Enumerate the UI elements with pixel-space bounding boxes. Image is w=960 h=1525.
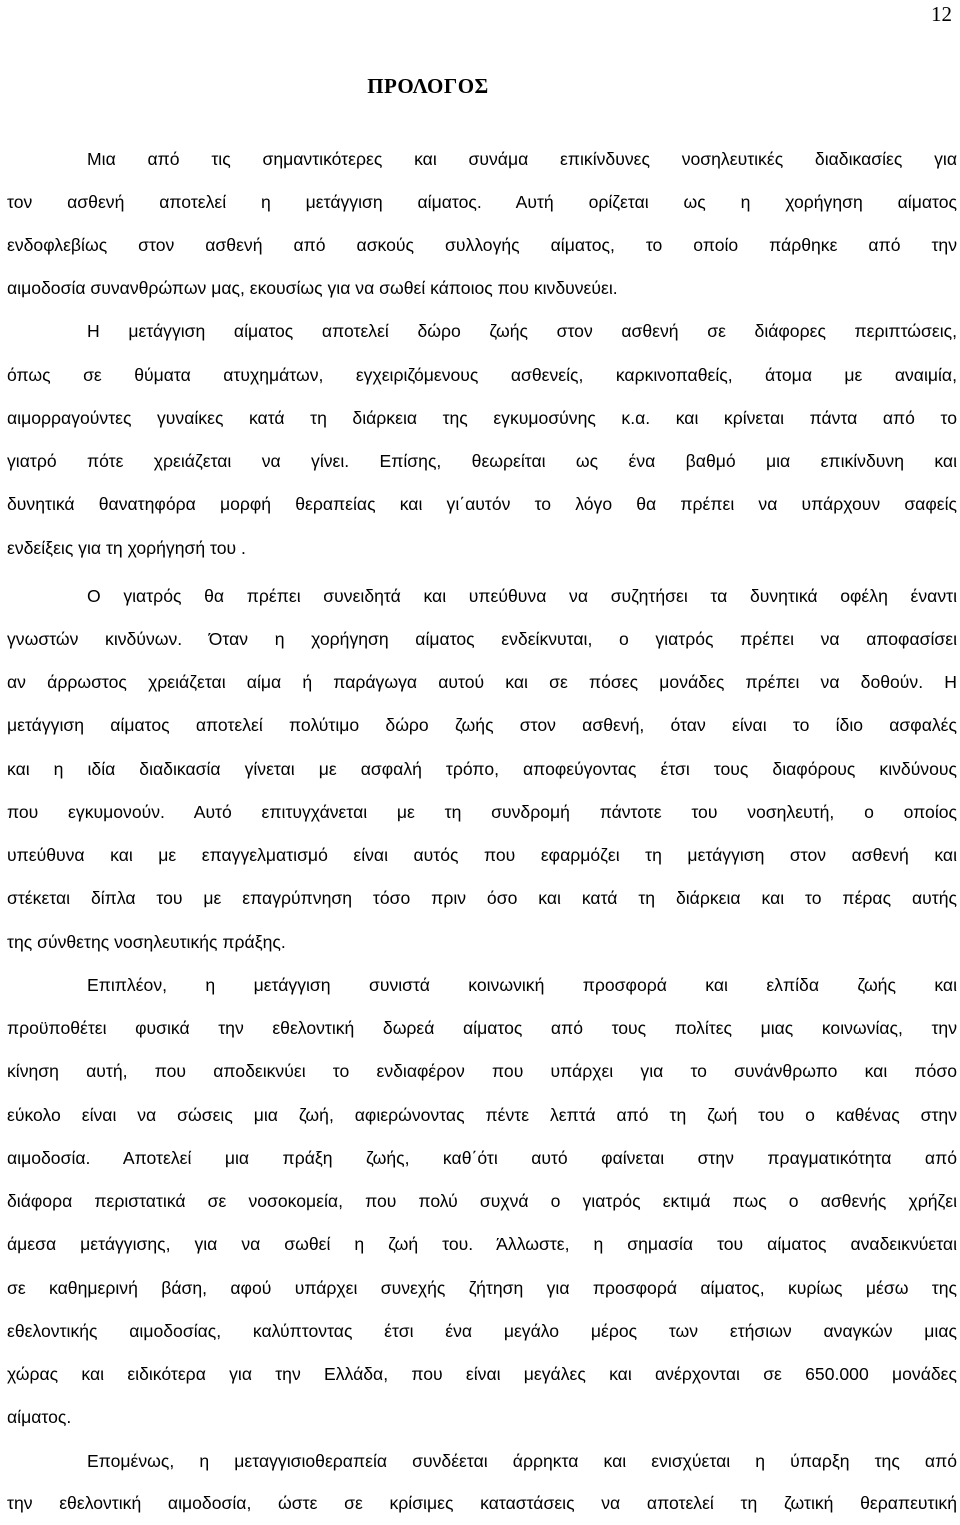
text-line: Επιπλέον, η μετάγγιση συνιστά κοινωνική προσφορά και ελπίδα ζωής και xyxy=(87,975,957,995)
text-line: εθελοντικής αιμοδοσίας, καλύπτοντας έτσι ένα μεγάλο μέρος των ετήσιων αναγκών μιας xyxy=(7,1321,957,1341)
text-line: γνωστών κινδύνων. Όταν η χορήγηση αίματος ενδείκνυται, ο γιατρός πρέπει να αποφασίσει xyxy=(7,629,957,649)
text-line: αιμοδοσία. Αποτελεί μια πράξη ζωής, καθ΄ότι αυτό φαίνεται στην πραγματικότητα από xyxy=(7,1148,957,1168)
text-line: και η ιδία διαδικασία γίνεται με ασφαλή τρόπο, αποφεύγοντας έτσι τους διαφόρους κινδύνους xyxy=(7,759,957,779)
text-line: τον ασθενή αποτελεί η μετάγγιση αίματος. Αυτή ορίζεται ως η χορήγηση αίματος xyxy=(7,192,957,212)
text-line: την εθελοντική αιμοδοσία, ώστε σε κρίσιμες καταστάσεις να αποτελεί τη ζωτική θεραπευτική xyxy=(7,1493,957,1513)
text-line: της σύνθετης νοσηλευτικής πράξης. xyxy=(7,932,286,952)
text-line: δυνητικά θανατηφόρα μορφή θεραπείας και γι΄αυτόν το λόγο θα πρέπει να υπάρχουν σαφείς xyxy=(7,494,957,514)
text-line: που εγκυμονούν. Αυτό επιτυγχάνεται με τη συνδρομή πάντοτε του νοσηλευτή, ο οποίος xyxy=(7,802,957,822)
text-line: χώρας και ειδικότερα για την Ελλάδα, που είναι μεγάλες και ανέρχονται σε 650.000 μονάδες xyxy=(7,1364,957,1384)
text-line: ενδείξεις για τη χορήγησή του . xyxy=(7,538,246,558)
text-line: υπεύθυνα και με επαγγελματισμό είναι αυτός που εφαρμόζει τη μετάγγιση στον ασθενή και xyxy=(7,845,957,865)
text-line: αιμοδοσία συνανθρώπων μας, εκουσίως για να σωθεί κάποιος που κινδυνεύει. xyxy=(7,278,618,298)
text-line: προϋποθέτει φυσικά την εθελοντική δωρεά αίματος από τους πολίτες μιας κοινωνίας, την xyxy=(7,1018,957,1038)
text-line: μετάγγιση αίματος αποτελεί πολύτιμο δώρο ζωής στον ασθενή, όταν είναι το ίδιο ασφαλές xyxy=(7,715,957,735)
text-line: στέκεται δίπλα του με επαγρύπνηση τόσο πριν όσο και κατά τη διάρκεια και το πέρας αυτής xyxy=(7,888,957,908)
text-line: αιμορραγούντες γυναίκες κατά τη διάρκεια της εγκυμοσύνης κ.α. και κρίνεται πάντα από το xyxy=(7,408,957,428)
text-line: γιατρό πότε χρειάζεται να γίνει. Επίσης, θεωρείται ως ένα βαθμό μια επικίνδυνη και xyxy=(7,451,957,471)
page-title: ΠΡΟΛΟΓΟΣ xyxy=(367,74,489,98)
page-number: 12 xyxy=(931,2,952,26)
text-line: ενδοφλεβίως στον ασθενή από ασκούς συλλογής αίματος, το οποίο πάρθηκε από την xyxy=(7,235,957,255)
text-line: άμεσα μετάγγισης, για να σωθεί η ζωή του. Άλλωστε, η σημασία του αίματος αναδεικνύεται xyxy=(7,1234,957,1254)
text-line: όπως σε θύματα ατυχημάτων, εγχειριζόμενους ασθενείς, καρκινοπαθείς, άτομα με αναιμία, xyxy=(7,365,957,385)
text-line: σε καθημερινή βάση, αφού υπάρχει συνεχής ζήτηση για προσφορά αίματος, κυρίως μέσω της xyxy=(7,1278,957,1298)
text-line: κίνηση αυτή, που αποδεικνύει το ενδιαφέρον που υπάρχει για το συνάνθρωπο και πόσο xyxy=(7,1061,957,1081)
text-line: διάφορα περιστατικά σε νοσοκομεία, που πολύ συχνά ο γιατρός εκτιμά πως ο ασθενής χρήζει xyxy=(7,1191,957,1211)
text-line: Η μετάγγιση αίματος αποτελεί δώρο ζωής στον ασθενή σε διάφορες περιπτώσεις, xyxy=(87,321,957,341)
text-line: αν άρρωστος χρειάζεται αίμα ή παράγωγα αυτού και σε πόσες μονάδες πρέπει να δοθούν. Η xyxy=(7,672,957,692)
text-line: εύκολο είναι να σώσεις μια ζωή, αφιερώνοντας πέντε λεπτά από τη ζωή του ο καθένας στην xyxy=(7,1105,957,1125)
text-line: αίματος. xyxy=(7,1407,72,1427)
text-line: Επομένως, η μεταγγισιοθεραπεία συνδέεται άρρηκτα και ενισχύεται η ύπαρξη της από xyxy=(87,1451,957,1471)
text-line: Ο γιατρός θα πρέπει συνειδητά και υπεύθυνα να συζητήσει τα δυνητικά οφέλη έναντι xyxy=(87,586,957,606)
text-line: Μια από τις σημαντικότερες και συνάμα επικίνδυνες νοσηλευτικές διαδικασίες για xyxy=(87,149,957,169)
